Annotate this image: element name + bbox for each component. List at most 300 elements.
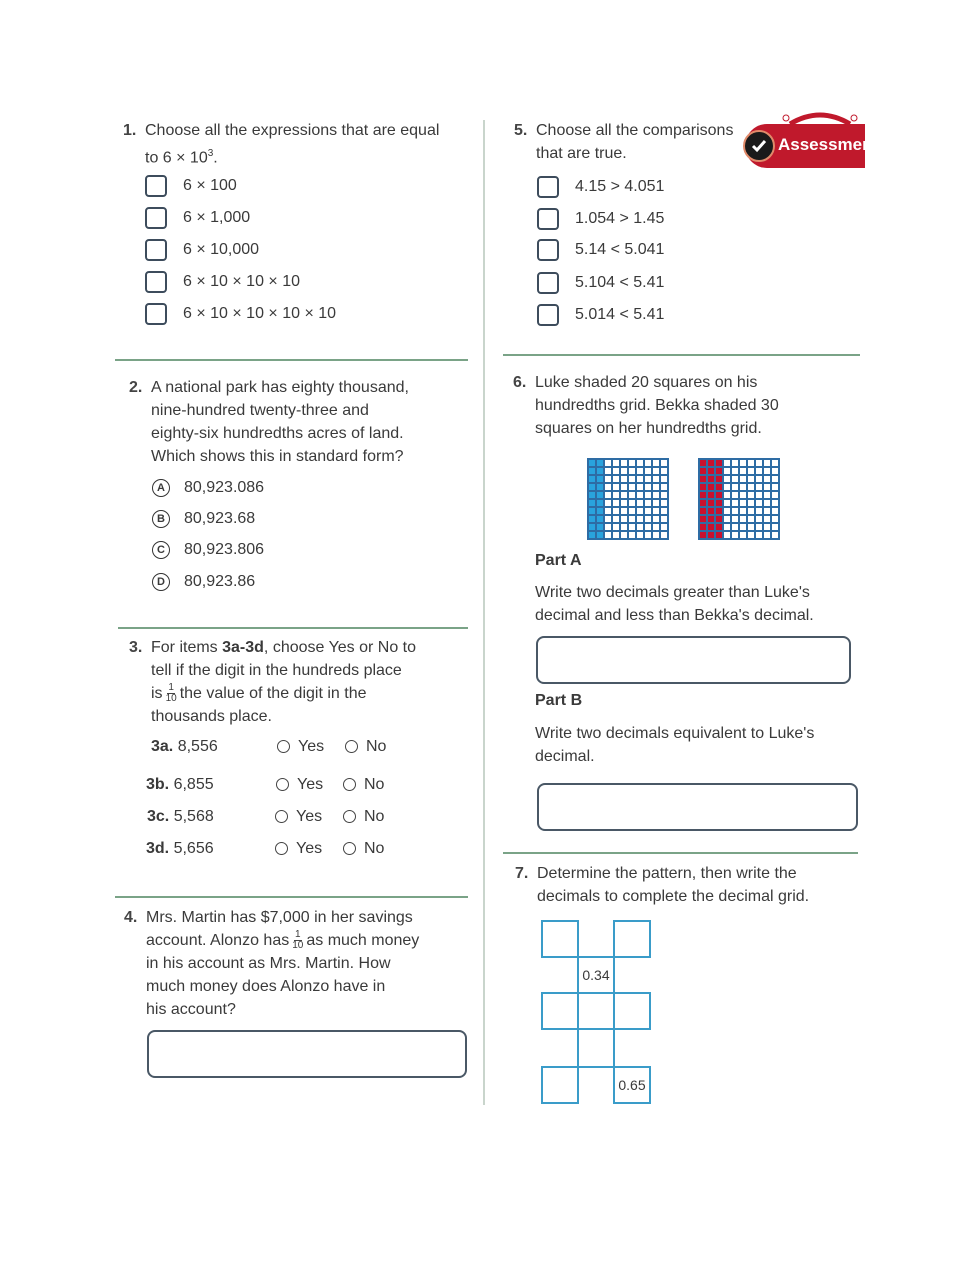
grid-square [644, 531, 652, 539]
shaded-square [707, 515, 715, 523]
shaded-square [715, 475, 723, 483]
question-text: squares on her hundredths grid. [535, 420, 762, 437]
shaded-square [715, 499, 723, 507]
grid-square [763, 523, 771, 531]
yes-radio[interactable]: Yes [275, 840, 322, 858]
grid-square [660, 491, 668, 499]
grid-square [755, 467, 763, 475]
shaded-square [596, 531, 604, 539]
checkbox[interactable] [537, 208, 559, 230]
grid-cell-input[interactable] [577, 992, 615, 1030]
question-text: Which shows this in standard form? [151, 448, 404, 465]
shaded-square [715, 467, 723, 475]
grid-square [739, 491, 747, 499]
option-label: 5.14 < 5.041 [575, 241, 665, 258]
shaded-square [588, 531, 596, 539]
shaded-square [707, 459, 715, 467]
question-1 [123, 119, 440, 169]
no-radio[interactable]: No [345, 738, 386, 756]
check-icon [743, 130, 775, 162]
shaded-square [707, 467, 715, 475]
grid-square [644, 499, 652, 507]
shaded-square [699, 459, 707, 467]
grid-square [723, 523, 731, 531]
grid-cell-input[interactable] [613, 992, 651, 1030]
part-a-title: Part A [535, 552, 582, 569]
question-text: to $6 \times 10^3$. [145, 148, 218, 167]
question-number: 3. [129, 639, 143, 656]
shaded-square [715, 531, 723, 539]
grid-square [747, 467, 755, 475]
grid-square [604, 483, 612, 491]
grid-square [636, 499, 644, 507]
fraction: $\frac{1}{10}$ [292, 929, 304, 952]
grid-square [644, 515, 652, 523]
grid-square [763, 499, 771, 507]
shaded-square [596, 491, 604, 499]
grid-square [644, 491, 652, 499]
question-number: 7. [515, 865, 529, 882]
shaded-square [707, 523, 715, 531]
grid-square [731, 507, 739, 515]
grid-square [739, 459, 747, 467]
grid-square [755, 483, 763, 491]
grid-square [620, 515, 628, 523]
grid-square [771, 491, 779, 499]
grid-square [763, 467, 771, 475]
no-radio[interactable]: No [343, 840, 384, 858]
grid-square [612, 467, 620, 475]
grid-square [660, 475, 668, 483]
grid-square [763, 531, 771, 539]
question-text: Luke shaded 20 squares on his [535, 374, 758, 391]
shaded-square [715, 459, 723, 467]
grid-square [620, 483, 628, 491]
grid-square [763, 507, 771, 515]
section-divider [118, 627, 468, 629]
grid-square [612, 507, 620, 515]
grid-square [731, 467, 739, 475]
option-label: 80,923.806 [184, 541, 265, 558]
grid-square [763, 483, 771, 491]
question-2 [129, 376, 409, 468]
grid-square [755, 515, 763, 523]
item-3d: 3d. 5,656 [146, 840, 214, 857]
shaded-square [588, 491, 596, 499]
grid-square [620, 475, 628, 483]
shaded-square [588, 483, 596, 491]
grid-square [620, 467, 628, 475]
grid-square [739, 507, 747, 515]
grid-square [636, 523, 644, 531]
grid-square [620, 531, 628, 539]
shaded-square [588, 475, 596, 483]
grid-square [636, 515, 644, 523]
question-text: A national park has eighty thousand, [151, 379, 409, 396]
grid-square [628, 507, 636, 515]
grid-square [660, 499, 668, 507]
question-text: Write two decimals equivalent to Luke's [535, 725, 815, 742]
shaded-square [588, 499, 596, 507]
checkbox[interactable] [145, 239, 167, 261]
option-label: 5.104 < 5.41 [575, 274, 665, 291]
grid-square [739, 499, 747, 507]
grid-square [747, 531, 755, 539]
question-text: is $\frac{1}{10}$ the value of the digit in the [151, 682, 367, 705]
question-text: decimal. [535, 748, 595, 765]
choice-option[interactable] [152, 570, 255, 594]
question-4 [124, 906, 420, 1021]
grid-square [628, 491, 636, 499]
grid-square [755, 475, 763, 483]
checkbox-option[interactable] [537, 175, 664, 199]
grid-square [771, 507, 779, 515]
grid-square [723, 491, 731, 499]
part-a-text [535, 581, 814, 627]
checkbox[interactable] [537, 272, 559, 294]
shaded-square [588, 507, 596, 515]
grid-square [755, 491, 763, 499]
grid-square [612, 499, 620, 507]
grid-square [771, 467, 779, 475]
shaded-square [699, 499, 707, 507]
grid-square [739, 467, 747, 475]
grid-square [612, 515, 620, 523]
grid-square [628, 475, 636, 483]
shaded-square [596, 507, 604, 515]
grid-square [755, 507, 763, 515]
grid-square [660, 531, 668, 539]
no-radio[interactable]: No [343, 776, 384, 794]
grid-square [731, 523, 739, 531]
choice-option[interactable] [152, 507, 255, 531]
checkbox-option[interactable] [537, 303, 664, 327]
choice-option[interactable] [152, 538, 264, 562]
grid-square [755, 499, 763, 507]
grid-square [652, 475, 660, 483]
yes-radio[interactable]: Yes [277, 738, 324, 756]
question-text: eighty-six hundredths acres of land. [151, 425, 404, 442]
grid-square [636, 507, 644, 515]
section-divider [115, 896, 468, 898]
question-text: thousands place. [151, 708, 272, 725]
shaded-square [588, 515, 596, 523]
grid-square [644, 459, 652, 467]
yes-radio[interactable]: Yes [276, 776, 323, 794]
shaded-square [707, 475, 715, 483]
grid-square [755, 531, 763, 539]
grid-square [747, 499, 755, 507]
grid-square [652, 459, 660, 467]
grid-square [739, 483, 747, 491]
robot-decoration-icon [780, 110, 860, 126]
grid-square [660, 523, 668, 531]
shaded-square [707, 507, 715, 515]
grid-square [636, 491, 644, 499]
option-label: 5.014 < 5.41 [575, 306, 665, 323]
question-text: decimals to complete the decimal grid. [537, 888, 810, 905]
option-label: 6 × 10 × 10 × 10 × 10 [183, 305, 337, 322]
checkbox-option[interactable] [537, 238, 664, 262]
grid-square [612, 459, 620, 467]
choice-letter[interactable]: A [152, 479, 170, 497]
grid-cell-given: 0.65 [613, 1066, 651, 1104]
grid-square [731, 515, 739, 523]
grid-square [660, 459, 668, 467]
checkbox[interactable] [145, 207, 167, 229]
grid-cell-input[interactable] [541, 1066, 579, 1104]
grid-square [604, 531, 612, 539]
grid-square [723, 475, 731, 483]
item-3c: 3c. 5,568 [147, 808, 214, 825]
choice-letter[interactable]: C [152, 541, 170, 559]
question-text: For items 3a-3d, choose Yes or No to [151, 639, 417, 656]
grid-square [723, 515, 731, 523]
shaded-square [715, 523, 723, 531]
grid-square [644, 523, 652, 531]
shaded-square [715, 491, 723, 499]
question-text: nine-hundred twenty-three and [151, 402, 369, 419]
grid-square [723, 507, 731, 515]
shaded-square [699, 467, 707, 475]
grid-square [747, 459, 755, 467]
grid-square [731, 459, 739, 467]
shaded-square [596, 459, 604, 467]
grid-square [660, 515, 668, 523]
checkbox-option[interactable] [145, 206, 250, 230]
shaded-square [699, 523, 707, 531]
checkbox[interactable] [145, 271, 167, 293]
grid-cell-input[interactable] [541, 992, 579, 1030]
grid-square [628, 483, 636, 491]
shaded-square [588, 459, 596, 467]
grid-square [628, 499, 636, 507]
grid-square [747, 491, 755, 499]
grid-square [731, 531, 739, 539]
yes-radio[interactable]: Yes [275, 808, 322, 826]
grid-square [628, 531, 636, 539]
option-label: 80,923.086 [184, 479, 265, 496]
shaded-square [707, 531, 715, 539]
question-text: that are true. [536, 145, 627, 162]
grid-cell-input[interactable] [577, 1028, 615, 1068]
grid-square [723, 499, 731, 507]
grid-square [771, 459, 779, 467]
question-number: 2. [129, 379, 143, 396]
shaded-square [699, 483, 707, 491]
choice-letter[interactable]: B [152, 510, 170, 528]
grid-square [652, 523, 660, 531]
section-divider [503, 354, 860, 356]
question-text: Mrs. Martin has $7,000 in her savings [146, 909, 413, 926]
grid-square [771, 483, 779, 491]
question-6 [513, 371, 779, 440]
assessment-badge [745, 124, 879, 168]
shaded-square [715, 507, 723, 515]
grid-square [771, 499, 779, 507]
badge-label: Assessment [778, 135, 879, 154]
grid-cell-input[interactable] [613, 920, 651, 958]
grid-square [652, 491, 660, 499]
grid-square [644, 507, 652, 515]
grid-square [755, 523, 763, 531]
question-3 [129, 636, 417, 728]
grid-square [636, 531, 644, 539]
grid-square [636, 459, 644, 467]
grid-square [731, 499, 739, 507]
shaded-square [699, 515, 707, 523]
checkbox-option[interactable] [537, 271, 664, 295]
shaded-square [715, 483, 723, 491]
grid-square [620, 507, 628, 515]
question-text: tell if the digit in the hundreds place [151, 662, 402, 679]
answer-box-q4[interactable] [147, 1030, 467, 1078]
grid-square [771, 475, 779, 483]
question-number: 6. [513, 374, 527, 391]
question-7 [515, 862, 810, 908]
question-5 [514, 119, 734, 165]
grid-square [620, 523, 628, 531]
question-text: his account? [146, 1001, 236, 1018]
shaded-square [699, 507, 707, 515]
shaded-square [707, 483, 715, 491]
grid-square [604, 515, 612, 523]
grid-square [604, 459, 612, 467]
part-b-title: Part B [535, 692, 583, 709]
column-divider [483, 120, 485, 1105]
checkbox-option[interactable] [145, 270, 300, 294]
shaded-square [588, 523, 596, 531]
grid-square [652, 483, 660, 491]
question-text: Determine the pattern, then write the [537, 865, 797, 882]
grid-square [771, 523, 779, 531]
option-label: 6 × 10 × 10 × 10 [183, 273, 300, 290]
grid-square [644, 475, 652, 483]
shaded-square [699, 531, 707, 539]
checkbox[interactable] [537, 304, 559, 326]
grid-square [731, 491, 739, 499]
item-3b: 3b. 6,855 [146, 776, 214, 793]
part-b-text [535, 722, 814, 768]
grid-square [731, 475, 739, 483]
grid-square [652, 467, 660, 475]
grid-square [652, 499, 660, 507]
option-label: 6 × 10,000 [183, 241, 260, 258]
grid-square [628, 523, 636, 531]
option-label: 6 × 100 [183, 177, 237, 194]
grid-square [620, 459, 628, 467]
grid-square [628, 459, 636, 467]
grid-square [763, 491, 771, 499]
grid-square [612, 483, 620, 491]
shaded-square [596, 499, 604, 507]
grid-square [628, 467, 636, 475]
grid-square [644, 467, 652, 475]
choice-option[interactable] [152, 476, 264, 500]
shaded-square [596, 475, 604, 483]
item-3a: 3a. 8,556 [151, 738, 218, 755]
shaded-square [699, 491, 707, 499]
question-text: Choose all the comparisons [536, 122, 734, 139]
question-text: much money does Alonzo have in [146, 978, 386, 995]
grid-square [644, 483, 652, 491]
grid-square [604, 475, 612, 483]
checkbox[interactable] [145, 175, 167, 197]
grid-square [604, 491, 612, 499]
grid-square [747, 515, 755, 523]
question-number: 1. [123, 122, 137, 139]
bekka-hundredths-grid [698, 458, 780, 540]
option-label: 4.15 > 4.051 [575, 178, 665, 195]
shaded-square [596, 467, 604, 475]
option-label: 80,923.86 [184, 573, 256, 590]
grid-square [636, 467, 644, 475]
shaded-square [588, 467, 596, 475]
grid-square [660, 483, 668, 491]
grid-square [620, 499, 628, 507]
grid-square [652, 531, 660, 539]
grid-square [763, 515, 771, 523]
question-text: Choose all the expressions that are equal [145, 122, 440, 139]
grid-square [660, 467, 668, 475]
no-radio[interactable]: No [343, 808, 384, 826]
question-text: Write two decimals greater than Luke's [535, 584, 810, 601]
checkbox[interactable] [537, 176, 559, 198]
choice-letter[interactable]: D [152, 573, 170, 591]
checkbox-option[interactable] [145, 238, 259, 262]
grid-square [771, 515, 779, 523]
checkbox-option[interactable] [145, 302, 336, 326]
luke-hundredths-grid [587, 458, 669, 540]
shaded-square [596, 523, 604, 531]
grid-square [604, 499, 612, 507]
shaded-square [715, 515, 723, 523]
question-text: account. Alonzo has $\frac{1}{10}$ as much money [146, 929, 420, 952]
shaded-square [707, 491, 715, 499]
checkbox-option[interactable] [537, 207, 664, 231]
grid-square [723, 531, 731, 539]
grid-square [739, 523, 747, 531]
grid-square [652, 515, 660, 523]
checkbox[interactable] [537, 239, 559, 261]
checkbox[interactable] [145, 303, 167, 325]
shaded-square [596, 483, 604, 491]
grid-square [747, 507, 755, 515]
grid-square [755, 459, 763, 467]
question-text: in his account as Mrs. Martin. How [146, 955, 391, 972]
grid-square [652, 507, 660, 515]
grid-square [747, 483, 755, 491]
grid-square [723, 483, 731, 491]
grid-square [763, 459, 771, 467]
checkbox-option[interactable] [145, 174, 237, 198]
grid-square [731, 483, 739, 491]
question-number: 5. [514, 122, 528, 139]
answer-box-part-b[interactable] [537, 783, 858, 831]
grid-square [723, 459, 731, 467]
grid-square [612, 475, 620, 483]
grid-square [620, 491, 628, 499]
grid-cell-input[interactable] [541, 920, 579, 958]
grid-square [747, 475, 755, 483]
grid-square [604, 523, 612, 531]
option-label: 1.054 > 1.45 [575, 210, 665, 227]
grid-square [636, 475, 644, 483]
answer-box-part-a[interactable] [536, 636, 851, 684]
grid-cell-given: 0.34 [577, 956, 615, 994]
grid-square [660, 507, 668, 515]
shaded-square [707, 499, 715, 507]
